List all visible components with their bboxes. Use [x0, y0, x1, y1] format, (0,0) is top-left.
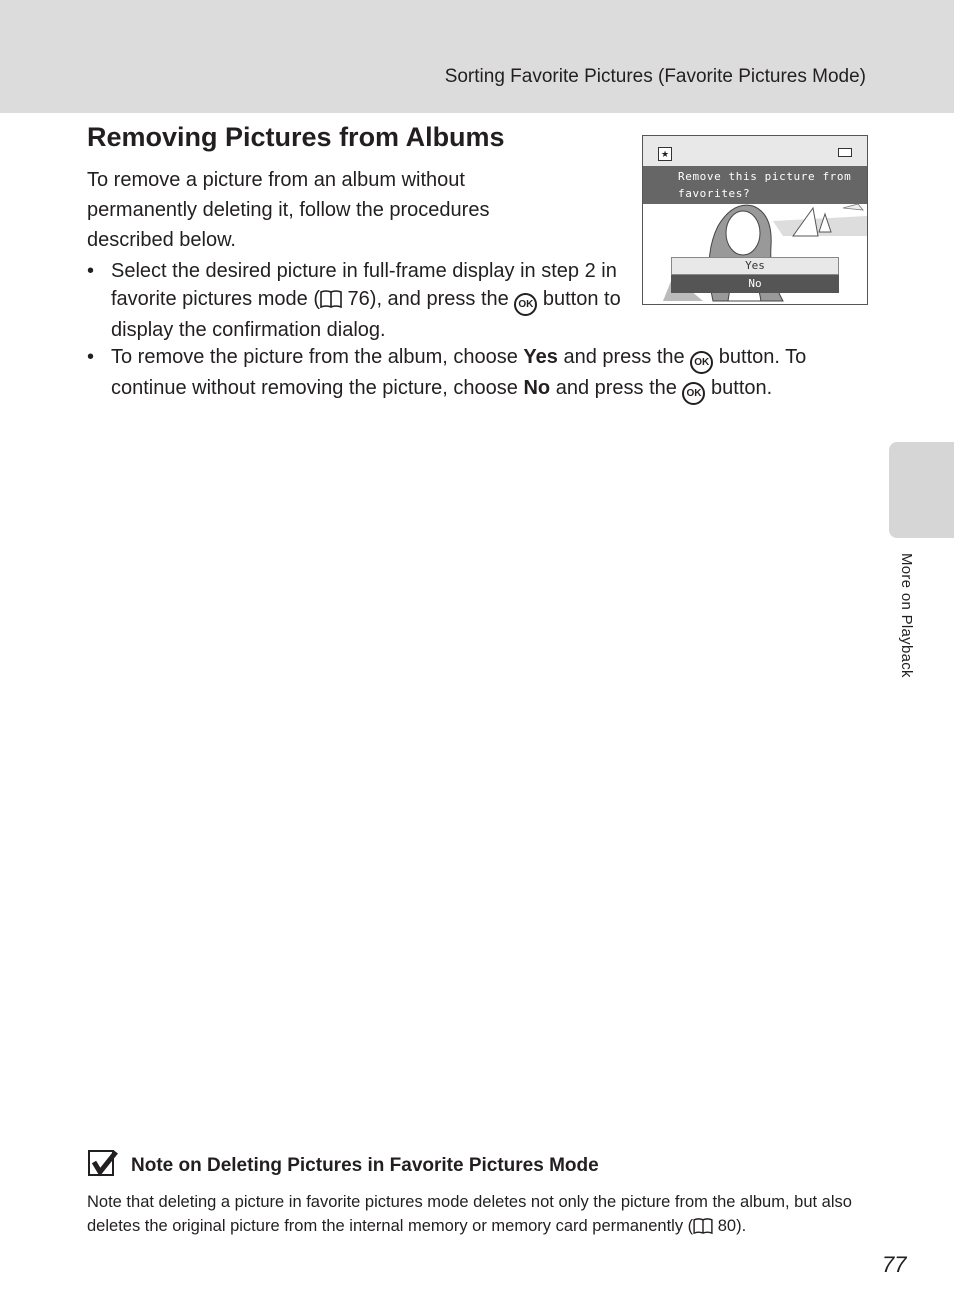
camera-option-yes: Yes: [671, 257, 839, 275]
book-reference-icon: [693, 1218, 713, 1234]
page-number: 77: [882, 1252, 907, 1277]
bullet-dot: •: [87, 260, 95, 282]
note-title: Note on Deleting Pictures in Favorite Pictures Mode: [131, 1155, 599, 1176]
section-title: Removing Pictures from Albums: [87, 122, 505, 152]
side-tab-label: More on Playback: [898, 553, 915, 678]
ok-button-icon: OK: [514, 293, 537, 316]
running-header: Sorting Favorite Pictures (Favorite Pictures Mode): [444, 66, 866, 87]
note-body: Note that deleting a picture in favorite pictures mode deletes not only the picture from the album, but also deletes the original picture from the internal memory or memory card permanently ( 80).: [87, 1193, 852, 1235]
bullet-dot: •: [87, 346, 95, 368]
bullet-text: To remove the picture from the album, choose Yes and press the OK button. To continue without removing the picture, choose No and press the OK button.: [111, 343, 881, 405]
camera-status-bar: [643, 136, 867, 166]
camera-screen-illustration: [642, 135, 868, 305]
side-tab: [889, 442, 954, 538]
ok-button-icon: OK: [682, 382, 705, 405]
book-reference-icon: [320, 290, 342, 308]
ok-button-icon: OK: [690, 351, 713, 374]
intro-paragraph: To remove a picture from an album without permanently deleting it, follow the procedures described below.: [87, 169, 490, 251]
bullet-text: Select the desired picture in full-frame display in step 2 in favorite pictures mode ( 76), and press the OK button to display the confirmation dialog.: [111, 260, 621, 341]
battery-icon: [838, 148, 852, 157]
header-band: [0, 0, 954, 113]
camera-confirm-message: Remove this picture from favorites?: [678, 170, 852, 200]
favorite-star-icon: ★: [658, 147, 672, 161]
camera-option-no: No: [671, 275, 839, 293]
checkmark-note-icon: [88, 1150, 120, 1178]
